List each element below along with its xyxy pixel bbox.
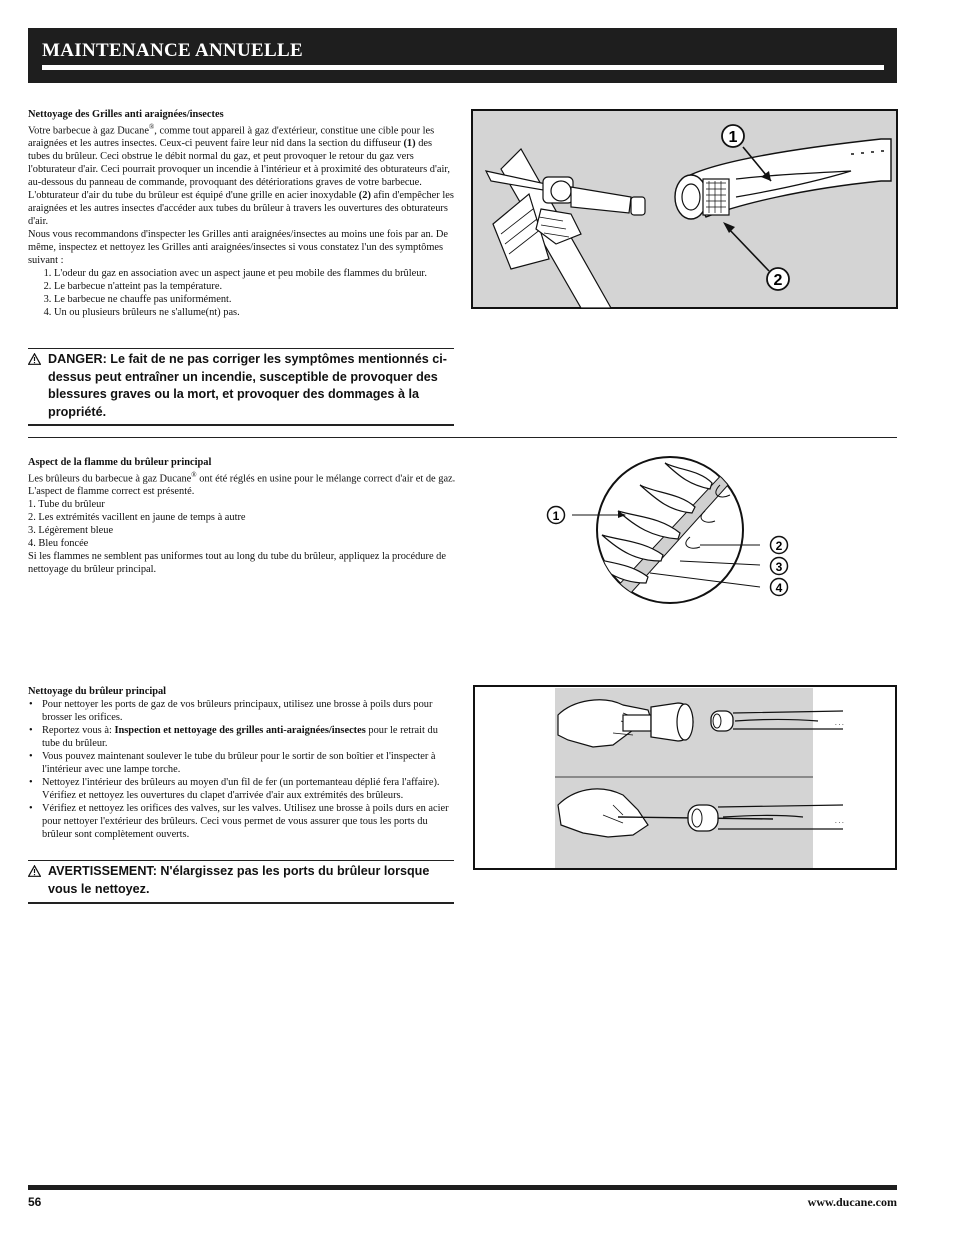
callout-flame-3 [771, 558, 788, 575]
list-item: 2. Les extrémités vacillent en jaune de temps à autre [28, 512, 246, 524]
warning-triangle-icon [28, 353, 41, 365]
svg-text:. . .: . . . [835, 719, 844, 727]
warning-triangle-icon [28, 865, 41, 877]
svg-text:1: 1 [728, 129, 738, 146]
svg-text:2: 2 [773, 272, 783, 289]
symptom-list [28, 267, 454, 319]
list-item: • Nettoyez l'intérieur des brûleurs au moyen d'un fil de fer (un portemanteau déplié fera l'affaire). Vérifiez et nettoyez les ouvertures du clapet d'arrivée d'air aux extrémités des brûleurs. [42, 776, 454, 802]
list-item: 3. Légèrement bleue [28, 525, 114, 537]
callout-flame-4 [771, 579, 788, 596]
burner-cleaning-figure [473, 685, 897, 870]
page-number: 56 [28, 1195, 42, 1209]
list-item: • Reportez vous à: Inspection et nettoyage des grilles anti-araignées/insectes pour le retrait du tube du brûleur. [42, 724, 454, 750]
paragraph: Les brûleurs du barbecue à gaz Ducane® ont été réglés en usine pour le mélange correct d'air et de gaz. L'aspect de flamme correct est présenté. [28, 471, 456, 498]
flame-figure [540, 455, 800, 610]
section-burner-cleaning [28, 685, 454, 841]
callout-1 [722, 125, 744, 147]
section-heading: Nettoyage des Grilles anti araignées/insectes [28, 109, 224, 120]
page-header [28, 28, 897, 83]
list-item: • Vérifiez et nettoyez les orifices des valves, sur les valves. Utilisez une brosse à poils durs en acier pour nettoyer l'extérieur des brûleurs. Ceci vous permet de vous assurer que tous les ports du brûleur sont complètement ouverts. [42, 802, 454, 841]
list-item: 1. Tube du brûleur [28, 499, 105, 511]
svg-text:1: 1 [552, 509, 560, 523]
svg-text:3: 3 [775, 560, 783, 574]
list-item: 1. L'odeur du gaz en association avec un aspect jaune et peu mobile des flammes du brûleur. [54, 267, 454, 280]
callout-flame-1 [548, 507, 565, 524]
warning-text: AVERTISSEMENT: N'élargissez pas les ports du brûleur lorsque vous le nettoyez. [48, 864, 430, 896]
spider-screen-figure [471, 109, 898, 309]
paragraph: Nous vous recommandons d'inspecter les Grilles anti araignées/insectes au moins une fois par an. De même, inspectez et nettoyez les Grilles anti araignées/insectes si vous constatez l'un des symptômes suivant : [28, 229, 448, 267]
website-url: www.ducane.com [807, 1195, 897, 1209]
page-title: MAINTENANCE ANNUELLE [42, 40, 303, 61]
list-item: 2. Le barbecue n'atteint pas la température. [54, 280, 454, 293]
callout-2 [767, 268, 789, 290]
section-flame-appearance [28, 456, 456, 576]
paragraph: Si les flammes ne semblent pas uniformes tout au long du tube du brûleur, appliquez la procédure de nettoyage du brûleur principal. [28, 551, 446, 576]
list-item: 4. Bleu foncée [28, 538, 89, 550]
svg-text:2: 2 [775, 539, 783, 553]
section-divider [28, 437, 897, 438]
section-heading: Aspect de la flamme du brûleur principal [28, 457, 212, 468]
paragraph: L'obturateur d'air du tube du brûleur est équipé d'une grille en acier inoxydable (2) afin d'empêcher les araignées et les autres insectes d'accéder aux tubes du brûleur à travers les ouvertures des obturateurs d'air. [28, 190, 454, 228]
list-item: 4. Un ou plusieurs brûleurs ne s'allume(nt) pas. [54, 306, 454, 319]
warning-text: DANGER: Le fait de ne pas corriger les symptômes mentionnés ci-dessus peut entraîner un incendie, susceptible de provoquer des blessures graves ou la mort, et provoquer des dommages à la propriété. [48, 352, 447, 419]
list-item: • Vous pouvez maintenant soulever le tube du brûleur pour le sortir de son boîtier et l'inspecter à l'intérieur avec une lampe torche. [42, 750, 454, 776]
list-item: • Pour nettoyer les ports de gaz de vos brûleurs principaux, utilisez une brosse à poils durs pour brosser les orifices. [42, 698, 454, 724]
svg-text:4: 4 [775, 581, 783, 595]
footer-rule [28, 1185, 897, 1190]
caution-warning [28, 860, 454, 904]
bullet-list [28, 698, 454, 841]
paragraph: Votre barbecue à gaz Ducane®, comme tout appareil à gaz d'extérieur, constitue une cible pour les araignées et les autres insectes. Ceux-ci peuvent faire leur nid dans la section du diffuseur (1) des tubes du brûleur. Ceci obstrue le débit normal du gaz, et peut provoquer le retour du gaz vers l'obturateur d'air. Ceci pourrait provoquer un incendie à l'intérieur et à proximité des obturateurs d'air, au-dessous du panneau de commande, provoquant des détériorations graves de votre barbecue. [28, 123, 450, 189]
danger-warning [28, 348, 454, 426]
section-spider-screens [28, 108, 454, 319]
section-heading: Nettoyage du brûleur principal [28, 686, 167, 697]
svg-text:. . .: . . . [835, 817, 844, 825]
list-item: 3. Le barbecue ne chauffe pas uniformément. [54, 293, 454, 306]
callout-flame-2 [771, 537, 788, 554]
header-rule [42, 65, 884, 70]
